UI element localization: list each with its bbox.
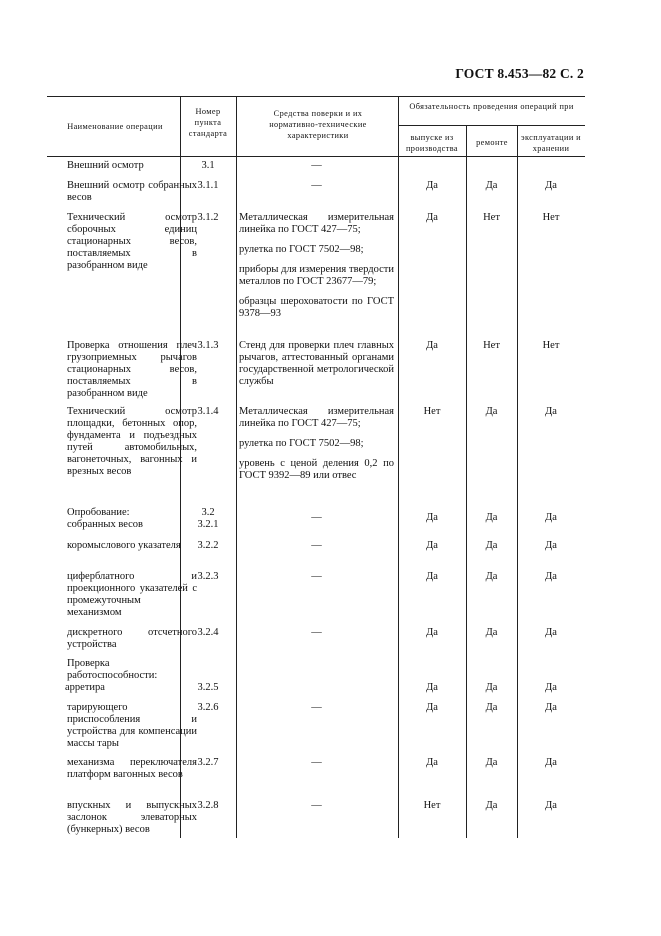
verification-means: — — [311, 757, 322, 768]
value-operation: Нет — [542, 340, 560, 351]
value-release: Да — [426, 212, 438, 223]
clause-number: 3.2.4 — [197, 627, 219, 638]
verification-means: — — [311, 180, 322, 191]
operation-name: Проверка отношения плеч грузоприемных рычагов стационарных весов, поставляемых в разобранном виде — [67, 340, 197, 399]
value-repair: Да — [485, 757, 498, 768]
operation-name: циферблатного и проекционного указателей с промежуточным механизмом — [67, 571, 197, 618]
value-repair: Нет — [483, 340, 500, 351]
value-repair: Да — [485, 800, 498, 811]
value-release: Да — [426, 340, 438, 351]
verification-means: — — [311, 571, 322, 582]
value-operation: Да — [545, 627, 557, 638]
verification-means: Стенд для проверки плеч главных рычагов, аттестованный органами государственной метрологической службы — [239, 340, 394, 387]
verification-means: — — [311, 540, 322, 551]
col-divider-4 — [466, 125, 467, 838]
value-operation: Да — [545, 406, 557, 417]
value-repair: Да — [485, 180, 498, 191]
clause-number: 3.1.4 — [197, 406, 219, 417]
value-release: Да — [426, 540, 438, 551]
col-header-obligation: Обязательность проведения операций при — [409, 102, 574, 111]
col-header-repair: ремонте — [476, 138, 508, 147]
obligation-subrule — [398, 125, 585, 126]
col-header-release: выпуске из производства — [405, 133, 459, 153]
verification-means: — — [311, 512, 322, 523]
col-header-name: Наименование операции — [67, 122, 163, 131]
value-operation: Да — [545, 682, 557, 693]
operation-name: Проверка работоспособности: — [67, 658, 158, 681]
clause-number: 3.2.6 — [197, 702, 219, 713]
value-release: Да — [426, 180, 438, 191]
verification-means: Металлическая измерительная линейка по ГОСТ 427—75; рулетка по ГОСТ 7502—98; приборы для измерения твердости металлов по ГОСТ 23677—79; образцы шероховатости по ГОСТ 9378—93 — [239, 212, 394, 319]
verification-means: — — [311, 800, 322, 811]
page-header: ГОСТ 8.453—82 С. 2 — [455, 66, 584, 81]
clause-number: 3.2.2 — [197, 540, 219, 551]
value-operation: Да — [545, 800, 557, 811]
verification-means: — — [311, 702, 322, 713]
operation-name: арретира — [65, 682, 105, 693]
value-release: Нет — [423, 800, 441, 811]
value-repair: Да — [485, 571, 498, 582]
value-operation: Да — [545, 757, 557, 768]
value-repair: Нет — [483, 212, 500, 223]
operation-name: собранных весов — [67, 519, 144, 530]
value-operation: Да — [545, 702, 557, 713]
clause-number: 3.1.2 — [197, 212, 219, 223]
value-release: Да — [426, 682, 438, 693]
clause-number: 3.2.3 — [197, 571, 219, 582]
clause-number: 3.1.1 — [197, 180, 219, 191]
operation-name: дискретного отсчетного устройства — [67, 627, 197, 650]
verification-means: Металлическая измерительная линейка по ГОСТ 427—75; рулетка по ГОСТ 7502—98; уровень с ценой деления 0,2 по ГОСТ 9392—89 или отвес — [239, 406, 394, 481]
value-repair: Да — [485, 540, 498, 551]
value-release: Да — [426, 757, 438, 768]
operation-name: Технический осмотр сборочных единиц стационарных весов, поставляемых в разобранном виде — [67, 212, 197, 271]
clause-number: 3.1 — [201, 160, 215, 171]
value-operation: Да — [545, 571, 557, 582]
col-divider-5 — [517, 125, 518, 838]
value-operation: Да — [545, 180, 557, 191]
value-release: Да — [426, 702, 438, 713]
clause-number: 3.2.7 — [197, 757, 219, 768]
col-divider-2 — [236, 96, 237, 838]
value-operation: Нет — [542, 212, 560, 223]
operation-name: тарирующего приспособления и устройства для компенсации массы тары — [67, 702, 197, 749]
value-repair: Да — [485, 702, 498, 713]
operation-name: коромыслового указателя — [67, 540, 181, 551]
header-bottom-rule — [47, 156, 585, 157]
value-release: Да — [426, 571, 438, 582]
operation-name: Внешний осмотр — [67, 160, 144, 171]
col-header-means: Средства поверки и их нормативно-технические характеристики — [269, 109, 367, 140]
verification-means: — — [311, 160, 322, 171]
clause-number: 3.2 — [201, 507, 215, 518]
operation-name: Внешний осмотр собранных весов — [67, 180, 197, 203]
value-operation: Да — [545, 512, 557, 523]
value-release: Нет — [423, 406, 441, 417]
clause-number: 3.2.8 — [197, 800, 219, 811]
value-repair: Да — [485, 627, 498, 638]
value-release: Да — [426, 627, 438, 638]
value-repair: Да — [485, 406, 498, 417]
verification-means: — — [311, 627, 322, 638]
operation-name: Технический осмотр площадки, бетонных опор, фундамента и подъездных путей автомобильных, вагонеточных, вагонных и врезных весов — [67, 406, 197, 477]
clause-number: 3.1.3 — [197, 340, 219, 351]
clause-number: 3.2.5 — [197, 682, 219, 693]
value-release: Да — [426, 512, 438, 523]
operation-name: механизма переключателя платформ вагонных весов — [67, 757, 197, 780]
value-repair: Да — [485, 682, 498, 693]
col-header-num: Номер пункта стандарта — [188, 107, 228, 138]
col-divider-3 — [398, 96, 399, 838]
clause-number: 3.2.1 — [197, 519, 219, 530]
value-operation: Да — [545, 540, 557, 551]
col-header-operation: эксплуатации и хранении — [521, 133, 581, 153]
table-top-rule — [47, 96, 585, 97]
operation-name: Опробование: — [67, 507, 130, 518]
value-repair: Да — [485, 512, 498, 523]
operation-name: впускных и выпускных заслонок элеваторных (бункерных) весов — [67, 800, 197, 835]
